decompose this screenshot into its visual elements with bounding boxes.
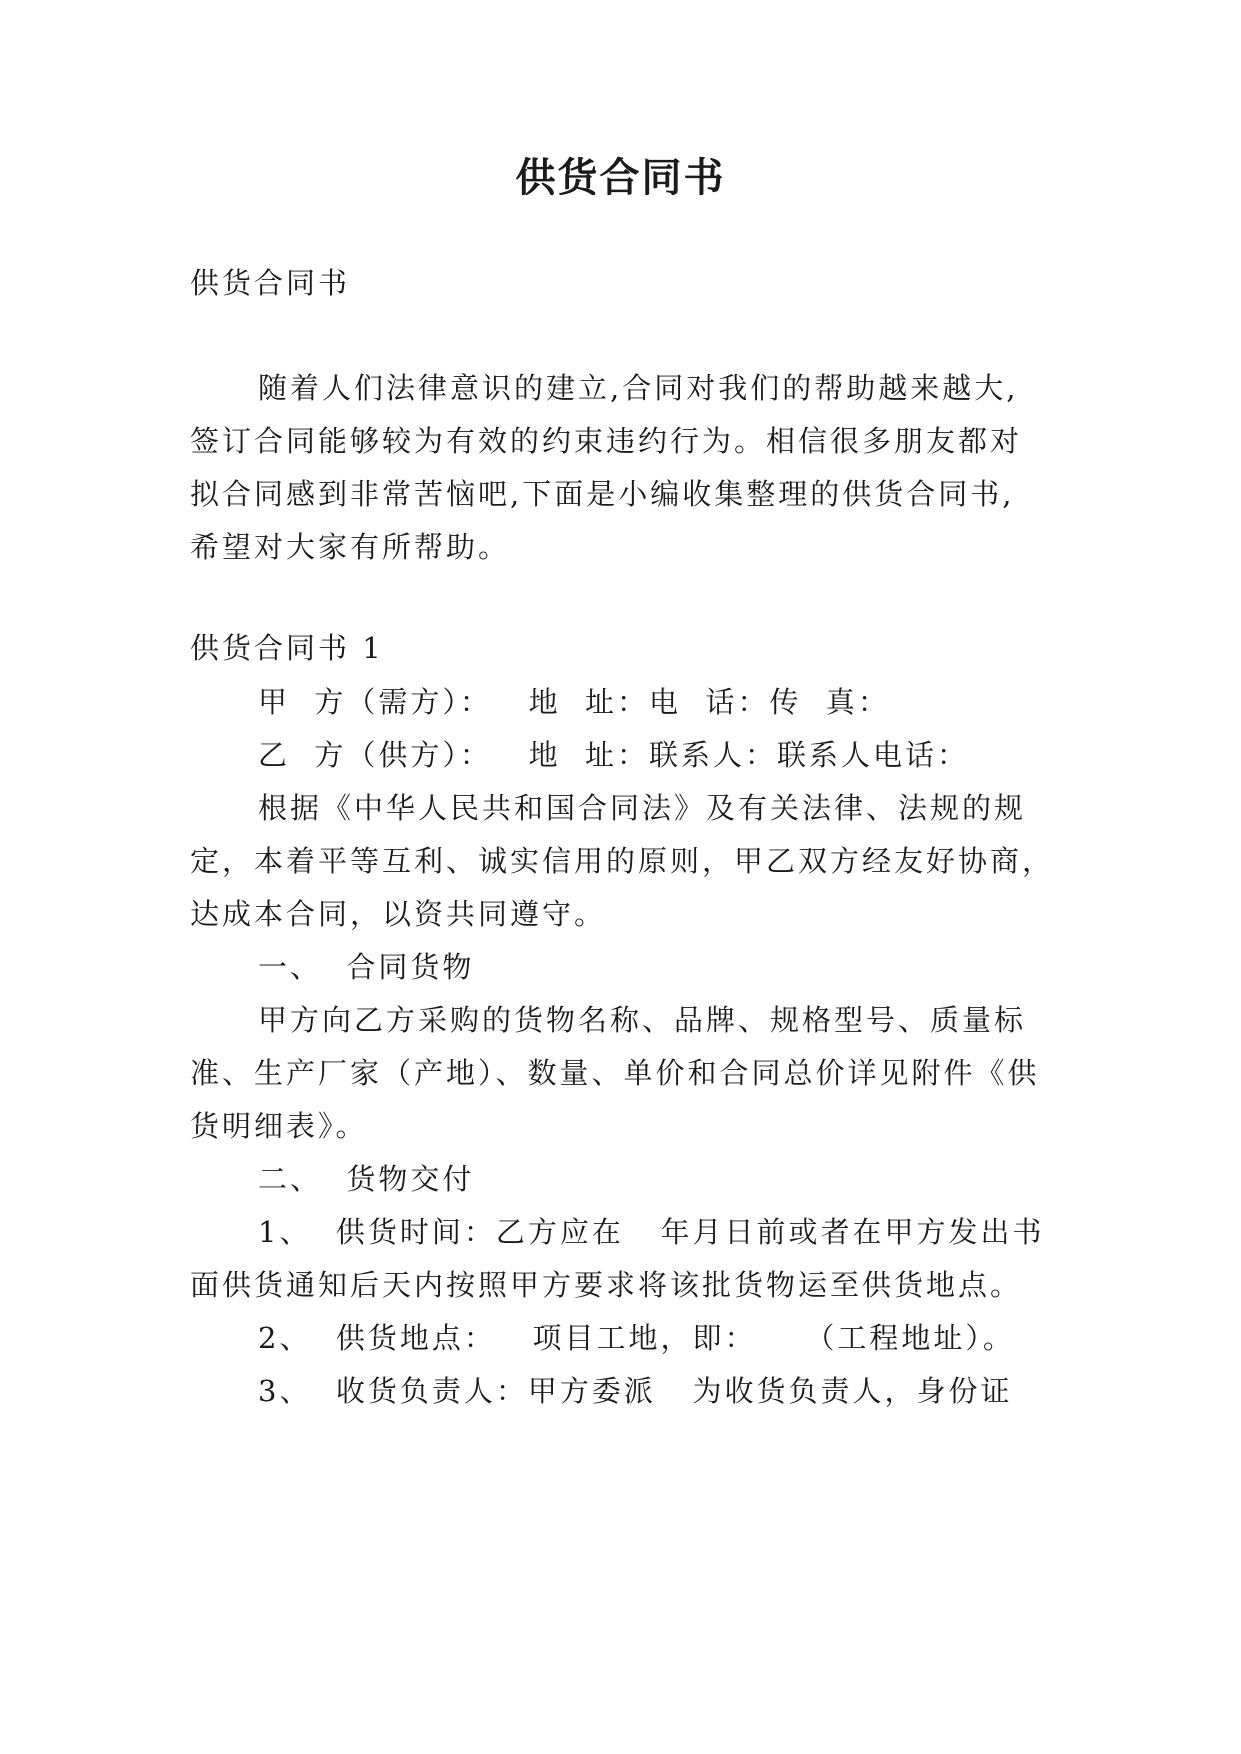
- clause-1-line-2: 准、生产厂家（产地）、数量、单价和合同总价详见附件《供: [190, 1056, 1040, 1090]
- document-subtitle: 供货合同书: [190, 266, 351, 300]
- item-3-line: 3、 收货负责人：甲方委派 为收货负责人，身份证: [258, 1374, 1013, 1408]
- intro-line-3: 拟合同感到非常苦恼吧,下面是小编收集整理的供货合同书,: [190, 477, 1015, 511]
- item-2-line: 2、 供货地点： 项目工地，即： （工程地址）。: [258, 1321, 1015, 1355]
- clause-1-line-1: 甲方向乙方采购的货物名称、品牌、规格型号、质量标: [258, 1003, 1027, 1037]
- item-1-line-1: 1、 供货时间：乙方应在 年月日前或者在甲方发出书: [258, 1215, 1045, 1249]
- intro-line-4: 希望对大家有所帮助。: [190, 530, 511, 564]
- basis-line-2: 定，本着平等互利、诚实信用的原则，甲乙双方经友好协商，: [190, 844, 1055, 878]
- clause-1-line-3: 货明细表》。: [190, 1109, 368, 1143]
- party-a-line: 甲 方（需方）： 地 址：电 话：传 真：: [258, 685, 890, 719]
- basis-line-3: 达成本合同，以资共同遵守。: [190, 897, 607, 931]
- intro-line-1: 随着人们法律意识的建立,合同对我们的帮助越来越大,: [258, 371, 1019, 405]
- party-b-line: 乙 方（供方）： 地 址：联系人：联系人电话：: [258, 738, 970, 772]
- clause-2-heading: 二、 货物交付: [258, 1162, 475, 1196]
- intro-line-2: 签订合同能够较为有效的约束违约行为。相信很多朋友都对: [190, 424, 1023, 458]
- item-1-line-2: 面供货通知后天内按照甲方要求将该批货物运至供货地点。: [190, 1268, 1023, 1302]
- document-title: 供货合同书: [515, 155, 726, 201]
- basis-line-1: 根据《中华人民共和国合同法》及有关法律、法规的规: [258, 791, 1027, 825]
- section-heading: 供货合同书 1: [190, 631, 384, 665]
- clause-1-heading: 一、 合同货物: [258, 950, 475, 984]
